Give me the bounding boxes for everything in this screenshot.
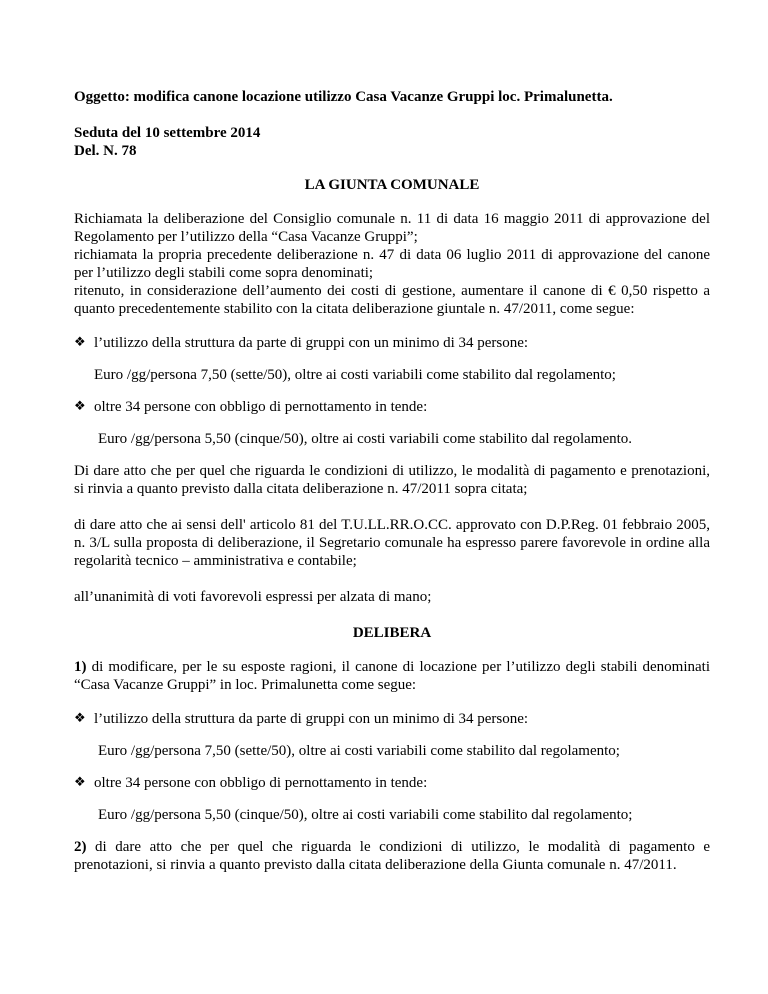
list-item xyxy=(74,398,710,416)
list-item xyxy=(74,334,710,352)
list-item xyxy=(74,710,710,728)
delibera-item-2 xyxy=(74,838,710,874)
preamble xyxy=(74,210,710,318)
council-heading: LA GIUNTA COMUNALE xyxy=(304,177,480,193)
list-item-label: oltre 34 persone con obbligo di pernottamento in tende: xyxy=(94,775,428,791)
item-text: di dare atto che per quel che riguarda le condizioni di utilizzo, le modalità di pagamento e prenotazioni, si rinvia a quanto previsto dalla citata deliberazione della Giunta comunale n. 47/2011. xyxy=(74,839,711,873)
bullet-diamond-icon: ❖ xyxy=(74,711,86,726)
list-item-label: l’utilizzo della struttura da parte di gruppi con un minimo di 34 persone: xyxy=(94,711,529,727)
bullet-diamond-icon: ❖ xyxy=(74,775,86,790)
bullet-diamond-icon: ❖ xyxy=(74,335,86,350)
opinion-paragraph: di dare atto che ai sensi dell' articolo 81 del T.U.LL.RR.O.CC. approvato con D.P.Reg. 01 febbraio 2005, n. 3/L sulla proposta di deliberazione, il Segretario comunale ha espresso parere favorevole in ordine alla regolarità tecnico – amministrativa e contabile; xyxy=(74,517,710,569)
preamble-paragraph: richiamata la propria precedente deliberazione n. 47 di data 06 luglio 2011 di approvazione del canone per l’utilizzo degli stabili come sopra denominati; xyxy=(74,247,710,281)
bullet-diamond-icon: ❖ xyxy=(74,399,86,414)
delibera-heading: DELIBERA xyxy=(352,625,432,641)
document-subject: Oggetto: modifica canone locazione utilizzo Casa Vacanze Gruppi loc. Primalunetta. xyxy=(74,89,613,105)
list-item-detail: Euro /gg/persona 5,50 (cinque/50), oltre ai costi variabili come stabilito dal regolamento; xyxy=(98,807,633,823)
deliberation-number: Del. N. 78 xyxy=(74,143,137,159)
session-info xyxy=(74,124,710,160)
item-number: 1) xyxy=(74,659,87,675)
list-item-label: l’utilizzo della struttura da parte di gruppi con un minimo di 34 persone: xyxy=(94,335,529,351)
list-item-detail: Euro /gg/persona 7,50 (sette/50), oltre ai costi variabili come stabilito dal regolamento; xyxy=(98,743,620,759)
list-item xyxy=(74,774,710,792)
delibera-item-1 xyxy=(74,658,710,694)
conditions-paragraph: Di dare atto che per quel che riguarda le condizioni di utilizzo, le modalità di pagamento e prenotazioni, si rinvia a quanto previsto dalla citata deliberazione n. 47/2011 sopra citata; xyxy=(74,463,710,497)
vote-paragraph: all’unanimità di voti favorevoli espressi per alzata di mano; xyxy=(74,589,432,605)
item-number: 2) xyxy=(74,839,87,855)
second-fee-list xyxy=(74,710,710,824)
session-date: Seduta del 10 settembre 2014 xyxy=(74,125,261,141)
preamble-paragraph: ritenuto, in considerazione dell’aumento dei costi di gestione, aumentare il canone di € 0,50 rispetto a quanto precedentemente stabilito con la citata deliberazione giuntale n. 47/2011, come segue: xyxy=(74,283,710,317)
list-item-detail: Euro /gg/persona 7,50 (sette/50), oltre ai costi variabili come stabilito dal regolamento; xyxy=(94,367,616,383)
list-item-detail: Euro /gg/persona 5,50 (cinque/50), oltre ai costi variabili come stabilito dal regolamento. xyxy=(98,431,633,447)
preamble-paragraph: Richiamata la deliberazione del Consiglio comunale n. 11 di data 16 maggio 2011 di approvazione del Regolamento per l’utilizzo della “Casa Vacanze Gruppi”; xyxy=(74,211,710,245)
first-fee-list xyxy=(74,334,710,448)
item-text: di modificare, per le su esposte ragioni, il canone di locazione per l’utilizzo degli stabili denominati “Casa Vacanze Gruppi” in loc. Primalunetta come segue: xyxy=(74,659,711,693)
list-item-label: oltre 34 persone con obbligo di pernottamento in tende: xyxy=(94,399,428,415)
